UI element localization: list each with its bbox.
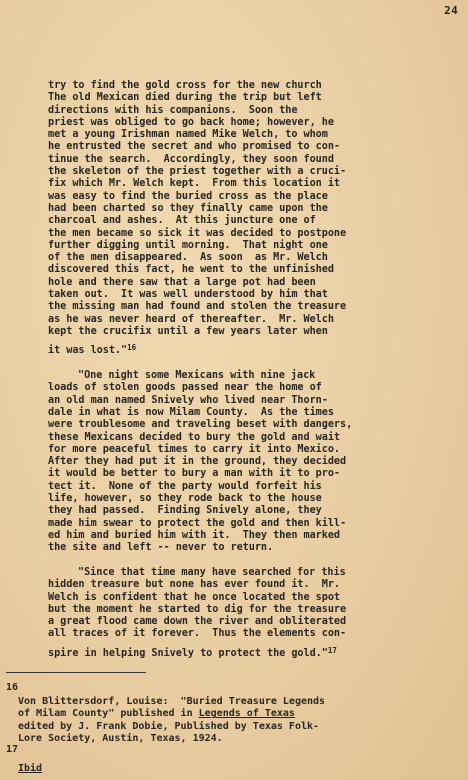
text-line: these Mexicans decided to bury the gold and wait [48, 431, 341, 443]
text-line: for more peaceful times to carry it into Mexico. [48, 443, 341, 455]
text-line: ed him and buried him with it. They then marked [48, 529, 341, 541]
text-line: the missing man had found and stolen the treasure [48, 301, 347, 313]
footnote-ref-16: 16 [127, 343, 137, 353]
text-line: The old Mexican died during the trip but left [48, 92, 322, 104]
body-text [48, 80, 448, 660]
text-line: Welch is confident that he once located the spot [48, 591, 341, 603]
text-line: further digging until morning. That night one [48, 239, 328, 251]
text-line: the site and left -- never to return. [48, 542, 274, 554]
paragraph-2 [48, 370, 448, 554]
text-line: "One night some Mexicans with nine jack [78, 370, 316, 382]
paragraph-3 [48, 567, 448, 660]
text-line: the skeleton of the priest together with a cruci- [48, 166, 347, 178]
text-line: all traces of it forever. Thus the elements con- [48, 628, 347, 640]
footnote-divider [6, 672, 146, 673]
text-line: dale in what is now Milam County. As the times [48, 406, 334, 418]
text-line: it would be better to bury a man with it to pro- [48, 468, 341, 480]
text-line: fix which Mr. Welch kept. From this location it [48, 178, 341, 190]
book-title: Legends of Texas [198, 708, 295, 720]
text-line: try to find the gold cross for the new church [48, 80, 322, 91]
text-line: life, however, so they rode back to the house [48, 493, 322, 504]
page-number: 24 [444, 4, 458, 17]
text-line: After they had put it in the ground, they decided [48, 456, 347, 468]
text-line: the men became so sick it was decided to postpone [48, 227, 347, 239]
footnote-17-number: 17 [6, 744, 19, 755]
text-line: hole and there saw that a large pot had been [48, 276, 316, 288]
text-line: made him swear to protect the gold and then kill- [48, 517, 347, 529]
text-line: of the men disappeared. As soon as Mr. Welch [48, 252, 328, 264]
footnote-16-line: edited by J. Frank Dobie, Published by Texas Folk- [18, 720, 320, 732]
text-line: but the moment he started to dig for the treasure [48, 603, 347, 615]
text-line: as he was never heard of thereafter. Mr. Welch [48, 313, 334, 325]
text-line: he entrusted the secret and who promised to con- [48, 141, 341, 153]
text-line: directions with his companions. Soon the [48, 104, 298, 116]
footnote-16-line: Von Blittersdorf, Louise: "Buried Treasure Legends [18, 696, 326, 707]
footnote-ref-17: 17 [327, 645, 337, 655]
text-line: discovered this fact, he went to the unfinished [48, 264, 334, 276]
footnote-16-line [18, 708, 448, 720]
text-line: tinue the search. Accordingly, they soon found [48, 153, 334, 165]
text-line: it was lost." [48, 345, 128, 357]
footnote-16-line: Lore Society, Austin, Texas, 1924. [18, 733, 223, 745]
text-line: taken out. It was well understood by him that [48, 289, 328, 301]
text-line: met a young Irishman named Mike Welch, to whom [48, 129, 328, 141]
text-line: they had passed. Finding Snively alone, they [48, 505, 322, 517]
text-line: loads of stolen goods passed near the home of [48, 382, 322, 394]
text-line: charcoal and ashes. At this juncture one of [48, 215, 316, 227]
text-line: an old man named Snively who lived near Thorn- [48, 394, 328, 406]
footnote-17-text: Ibid [18, 763, 43, 774]
text-line: was easy to find the buried cross as the place [48, 190, 328, 202]
text-line: priest was obliged to go back home; however, he [48, 116, 334, 128]
footnote-16-number: 16 [6, 682, 19, 693]
text-line: kept the crucifix until a few years later when [48, 325, 328, 337]
text-line: had been charted so they finally came upon the [48, 202, 328, 214]
text-line: a great flood came down the river and obliterated [48, 616, 347, 628]
footnote-16 [18, 696, 448, 746]
text-line: hidden treasure but none has ever found it. Mr. [48, 579, 341, 591]
text-line: spire in helping Snively to protect the gold." [48, 647, 328, 659]
text-line: were troublesome and traveling beset with dangers, [48, 419, 353, 431]
paragraph-1 [48, 80, 448, 358]
footnote-16-text: of Milam County" published in [18, 708, 199, 720]
text-line: tect it. None of the party would forfeit his [48, 480, 322, 492]
text-line: "Since that time many have searched for this [78, 566, 346, 578]
